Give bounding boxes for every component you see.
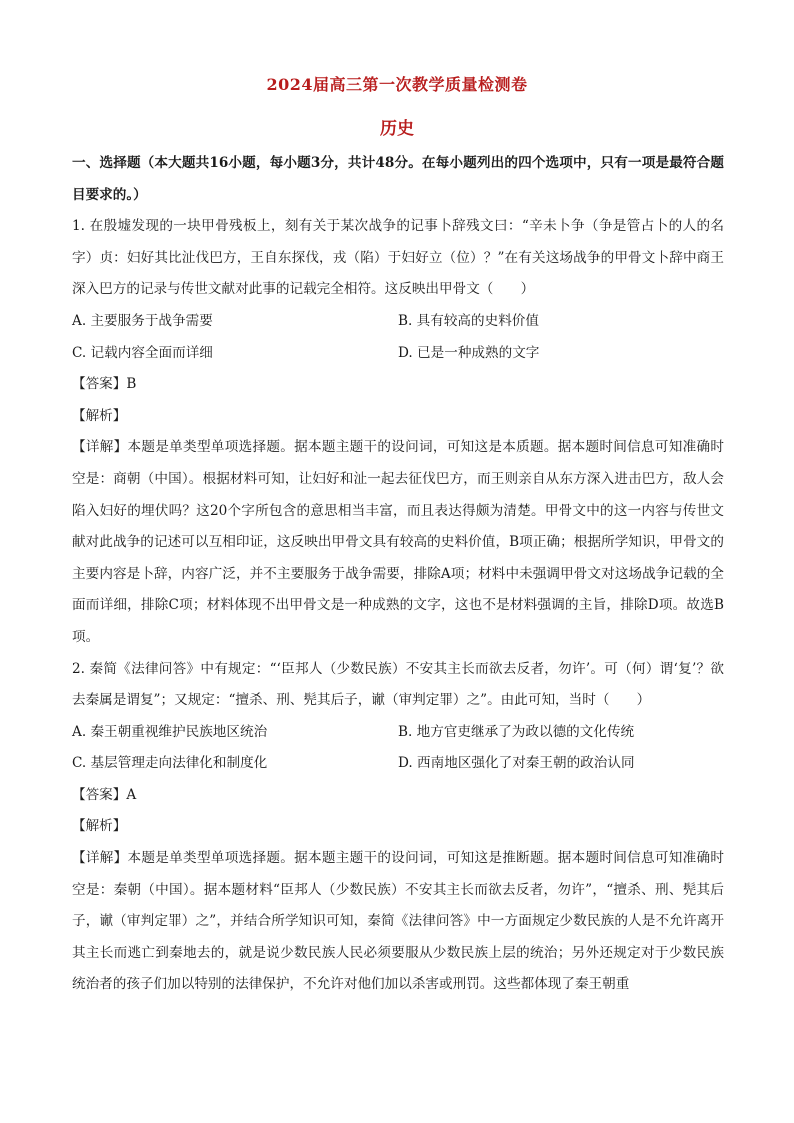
detail-label: 详解 [85, 439, 114, 456]
document-body [72, 148, 724, 1001]
option-c: C. 记载内容全面而详细 [72, 344, 213, 361]
option-b: B. 地方官吏继承了为政以德的文化传统 [398, 723, 635, 740]
answer-value: A [126, 786, 137, 803]
option-b: B. 具有较高的史料价值 [398, 312, 539, 329]
answer-label: 答案 [85, 786, 113, 803]
analysis-label: 解析 [85, 818, 113, 835]
option-c: C. 基层管理走向法律化和制度化 [72, 755, 268, 772]
subject-title: 历史 [380, 119, 414, 139]
detail-text: 本题是单类型单项选择题。据本题主题干的设问词，可知这是推断题。据本题时间信息可知准确时空是：秦朝（中国）。据本题材料“臣邦人（少数民族）不安其主长而欲去反者，勿许”，“擅杀、刑、髡其后子，谳（审判定罪）之”，并结合所学知识可知，秦简《法律问答》中一方面规定少数民族的人是不允许离开其主长而逃亡到秦地去的，就是说少数民族人民必须要服从少数民族上层的统治；另外还规定对于少数民族统治者的孩子们加以特别的法律保护，不允许对他们加以杀害或刑罚。这些都体现了秦王朝重 [72, 850, 725, 993]
answer-line: 【答案】A [72, 786, 137, 803]
detail-paragraph: 【详解】本题是单类型单项选择题。据本题主题干的设问词，可知这是推断题。据本题时间信息可知准确时空是：秦朝（中国）。据本题材料“臣邦人（少数民族）不安其主长而欲去反者，勿许”，“擅杀、刑、髡其后子，谳（审判定罪）之”，并结合所学知识可知，秦简《法律问答》中一方面规定少数民族的人是不允许离开其主长而逃亡到秦地去的，就是说少数民族人民必须要服从少数民族上层的统治；另外还规定对于少数民族统治者的孩子们加以特别的法律保护，不允许对他们加以杀害或刑罚。这些都体现了秦王朝重 [72, 850, 725, 993]
detail-paragraph: 【详解】本题是单类型单项选择题。据本题主题干的设问词，可知这是本质题。据本题时间信息可知准确时空是：商朝（中国）。根据材料可知，让妇好和沚一起去征伐巴方，而王则亲自从东方深入进击巴方，敌人会陷入妇好的埋伏吗？这20个字所包含的意思相当丰富，而且表达得颇为清楚。甲骨文中的这一内容与传世文献对此战争的记述可以互相印证，这反映出甲骨文具有较高的史料价值，B项正确；根据所学知识，甲骨文的主要内容是卜辞，内容广泛，并不主要服务于战争需要，排除A项；材料中未强调甲骨文对这场战争记载的全面而详细，排除C项；材料体现不出甲骨文是一种成熟的文字，这也不是材料强调的主旨，排除D项。故选B项。 [72, 439, 725, 645]
question-stem: 1. 在殷墟发现的一块甲骨残板上，刻有关于某次战争的记事卜辞残文曰：“辛未卜争（争是管占卜的人的名字）贞：妇好其比沚伐巴方，王自东探伐，戎（陷）于妇好立（位）？”在有关这场战争的甲骨文卜辞中商王深入巴方的记录与传世文献对此事的记载完全相符。这反映出甲骨文（ ） [72, 218, 724, 298]
options-row [72, 338, 724, 370]
option-a: A. 秦王朝重视维护民族地区统治 [72, 723, 268, 740]
section-heading: 一、选择题（本大题共16小题，每小题3分，共计48分。在每小题列出的四个选项中，只有一项是最符合题目要求的。） [72, 155, 724, 203]
analysis-line: 【解析】 [72, 407, 127, 424]
answer-label: 答案 [85, 376, 113, 393]
exam-title: 2024届高三第一次教学质量检测卷 [266, 75, 528, 94]
analysis-label: 解析 [85, 407, 113, 424]
options-row [72, 306, 724, 338]
answer-value: B [126, 376, 137, 393]
detail-text: 本题是单类型单项选择题。据本题主题干的设问词，可知这是本质题。据本题时间信息可知准确时空是：商朝（中国）。根据材料可知，让妇好和沚一起去征伐巴方，而王则亲自从东方深入进击巴方，敌人会陷入妇好的埋伏吗？这20个字所包含的意思相当丰富，而且表达得颇为清楚。甲骨文中的这一内容与传世文献对此战争的记述可以互相印证，这反映出甲骨文具有较高的史料价值，B项正确；根据所学知识，甲骨文的主要内容是卜辞，内容广泛，并不主要服务于战争需要，排除A项；材料中未强调甲骨文对这场战争记载的全面而详细，排除C项；材料体现不出甲骨文是一种成熟的文字，这也不是材料强调的主旨，排除D项。故选B项。 [72, 439, 725, 645]
option-d: D. 已是一种成熟的文字 [398, 344, 540, 361]
answer-line: 【答案】B [72, 376, 137, 393]
options-row [72, 717, 724, 749]
question-stem: 2. 秦简《法律问答》中有规定：“‘臣邦人（少数民族）不安其主长而欲去反者，勿许’。可（何）谓‘复’？欲去秦属是谓复”；又规定：“擅杀、刑、髡其后子，谳（审判定罪）之”。由此可知，当时（ ） [72, 660, 724, 709]
detail-label: 详解 [85, 850, 114, 867]
option-a: A. 主要服务于战争需要 [72, 312, 213, 329]
analysis-line: 【解析】 [72, 818, 127, 835]
question-1 [72, 211, 724, 653]
question-2 [72, 654, 724, 1002]
options-row [72, 748, 724, 780]
option-d: D. 西南地区强化了对秦王朝的政治认同 [398, 755, 635, 772]
